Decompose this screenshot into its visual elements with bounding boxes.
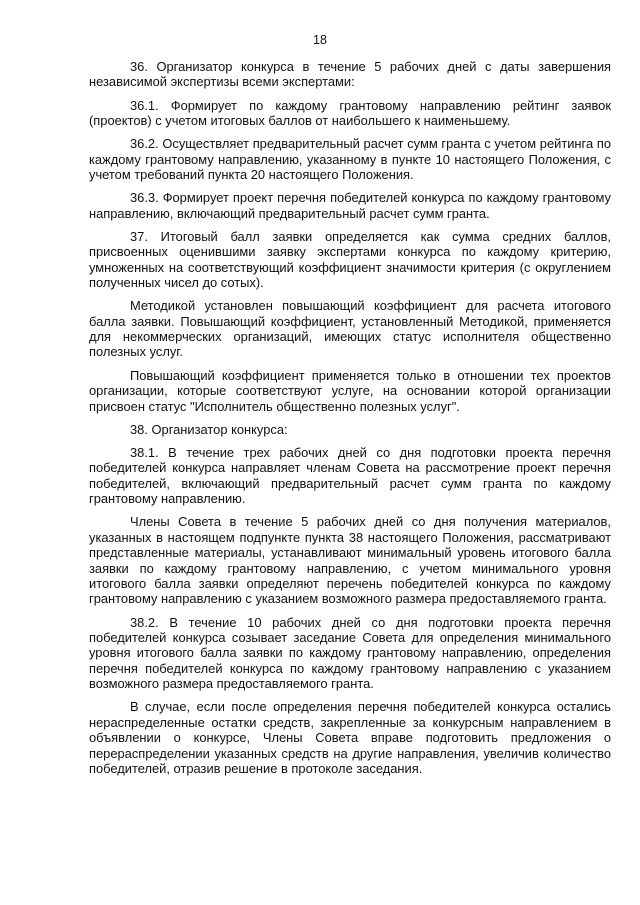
paragraph-36: 36. Организатор конкурса в течение 5 рабочих дней с даты завершения независимой экспертизы всеми экспертами: — [89, 59, 611, 90]
page-number: 18 — [313, 33, 327, 47]
paragraph-38-2: 38.2. В течение 10 рабочих дней со дня подготовки проекта перечня победителей конкурса созывает заседание Совета для определения минимального уровня итогового балла заявки по каждому грантовому направлению, определения перечня победителей конкурса по каждому грантовому направлению с указанием возможного размера предоставляемого гранта. — [89, 614, 611, 692]
paragraph-37-coefficient: Повышающий коэффициент применяется только в отношении тех проектов организации, которые соответствуют услуге, на основании которой организации присвоен статус "Исполнитель общественно полезных услуг". — [89, 367, 611, 414]
paragraph-38: 38. Организатор конкурса: — [130, 421, 288, 437]
paragraph-38-2-remaining-funds: В случае, если после определения перечня победителей конкурса остались нераспределенные остатки средств, закрепленные за конкурсным направлением в объявлении о конкурсе, Члены Совета вправе подготовить предложения о перераспределении указанных средств на другие направления, увеличив количество победителей, отразив решение в протоколе заседания. — [89, 699, 611, 777]
paragraph-36-2: 36.2. Осуществляет предварительный расчет сумм гранта с учетом рейтинга по каждому грантовому направлению, указанному в пункте 10 настоящего Положения, с учетом требований пункта 20 настоящего Положения. — [89, 136, 611, 183]
paragraph-38-1: 38.1. В течение трех рабочих дней со дня подготовки проекта перечня победителей конкурса направляет членам Совета на рассмотрение проект перечня победителей, включающий предварительный расчет сумм гранта по каждому грантовому направлению. — [89, 444, 611, 507]
paragraph-36-3: 36.3. Формирует проект перечня победителей конкурса по каждому грантовому направлению, включающий предварительный расчет сумм гранта. — [89, 190, 611, 221]
paragraph-38-1-council: Члены Совета в течение 5 рабочих дней со дня получения материалов, указанных в настоящем подпункте пункта 38 настоящего Положения, рассматривают представленные материалы, устанавливают минимальный уровень итогового балла заявки по каждому грантовому направлению, с учетом минимального уровня итогового балла заявки определяют перечень победителей конкурса по каждому грантовому направлению с указанием возможного размера предоставляемого гранта. — [89, 514, 611, 607]
paragraph-36-1: 36.1. Формирует по каждому грантовому направлению рейтинг заявок (проектов) с учетом итоговых баллов от наибольшего к наименьшему. — [89, 97, 611, 129]
paragraph-37: 37. Итоговый балл заявки определяется как сумма средних баллов, присвоенных оценившими заявку экспертами конкурса по каждому критерию, умноженных на соответствующий коэффициент значимости критерия (с округлением полученных чисел до сотых). — [89, 228, 611, 291]
paragraph-37-methodology: Методикой установлен повышающий коэффициент для расчета итогового балла заявки. Повышающий коэффициент, установленный Методикой, применяется для некоммерческих организаций, имеющих статус исполнителя общественно полезных услуг. — [89, 298, 611, 360]
document-body — [89, 59, 611, 784]
